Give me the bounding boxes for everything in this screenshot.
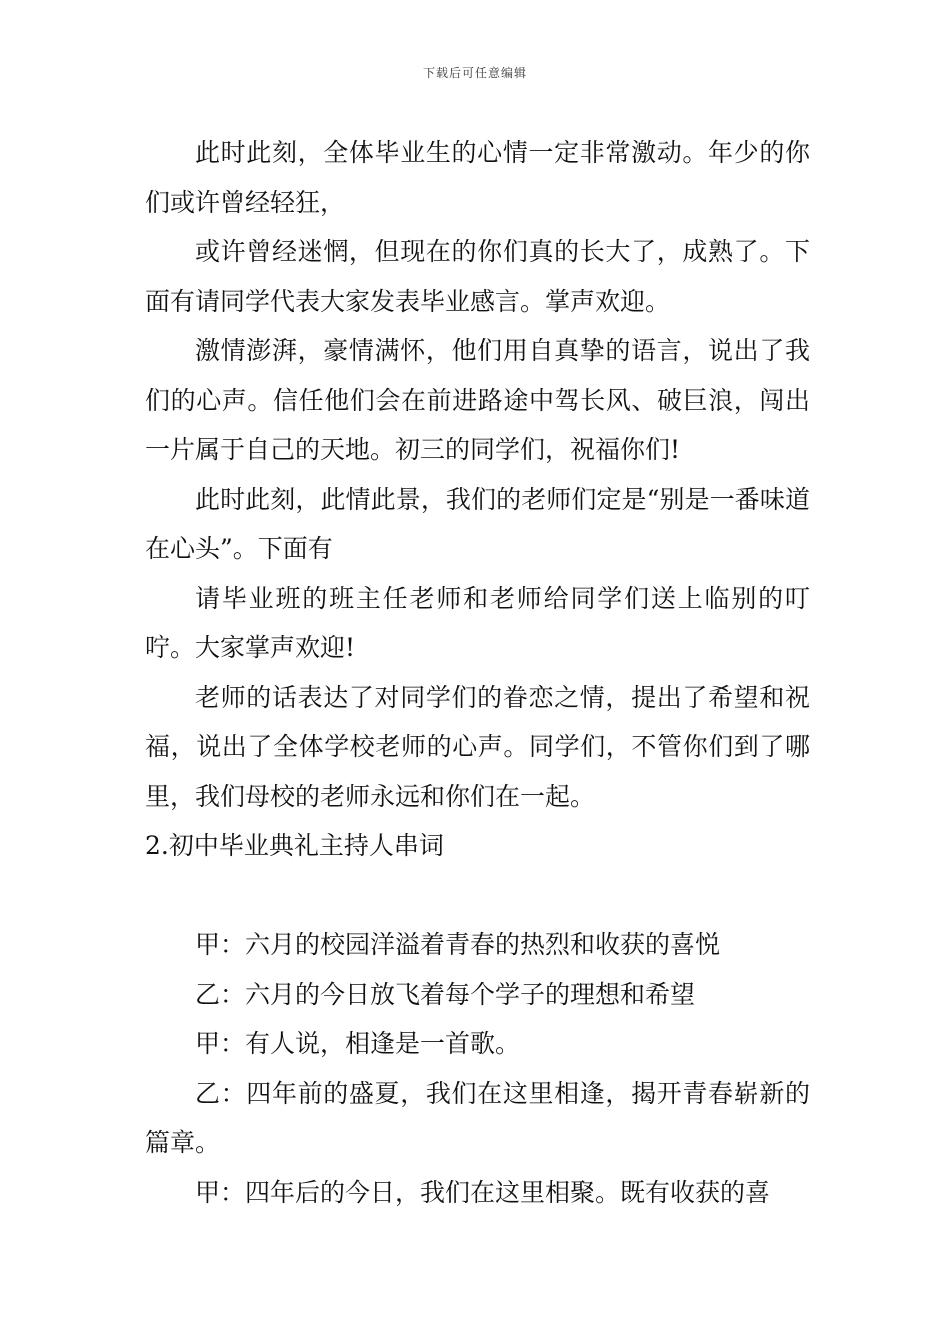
dialogue-line: 甲：六月的校园洋溢着青春的热烈和收获的喜悦 xyxy=(195,930,721,959)
paragraph: 请毕业班的班主任老师和老师给同学们送上临别的叮咛。大家掌声欢迎! xyxy=(145,583,810,662)
page-header-note: 下载后可任意编辑 xyxy=(422,66,527,80)
document-body xyxy=(145,128,810,1217)
dialogue-line: 乙：四年前的盛夏，我们在这里相逢，揭开青春崭新的篇章。 xyxy=(145,1078,810,1157)
blank-line xyxy=(145,871,810,921)
section-heading: 2.初中毕业典礼主持人串词 xyxy=(145,831,444,860)
dialogue-line: 乙：六月的今日放飞着每个学子的理想和希望 xyxy=(195,979,696,1009)
paragraph: 老师的话表达了对同学们的眷恋之情，提出了希望和祝福，说出了全体学校老师的心声。同学们，不管你们到了哪里，我们母校的老师永远和你们在一起。 xyxy=(145,682,810,811)
dialogue-line: 甲：四年后的今日，我们在这里相聚。既有收获的喜 xyxy=(195,1177,771,1207)
paragraph: 此时此刻，全体毕业生的心情一定非常激动。年少的你们或许曾经轻狂， xyxy=(145,138,810,217)
dialogue-line: 甲：有人说，相逢是一首歌。 xyxy=(195,1029,521,1058)
paragraph: 或许曾经迷惘，但现在的你们真的长大了，成熟了。下面有请同学代表大家发表毕业感言。掌声欢迎。 xyxy=(145,237,810,316)
paragraph: 激情澎湃，豪情满怀，他们用自真挚的语言，说出了我们的心声。信任他们会在前进路途中驾长风、破巨浪，闯出一片属于自己的天地。初三的同学们，祝福你们! xyxy=(145,336,810,464)
paragraph: 此时此刻，此情此景，我们的老师们定是“别是一番味道在心头”。下面有 xyxy=(145,484,810,563)
